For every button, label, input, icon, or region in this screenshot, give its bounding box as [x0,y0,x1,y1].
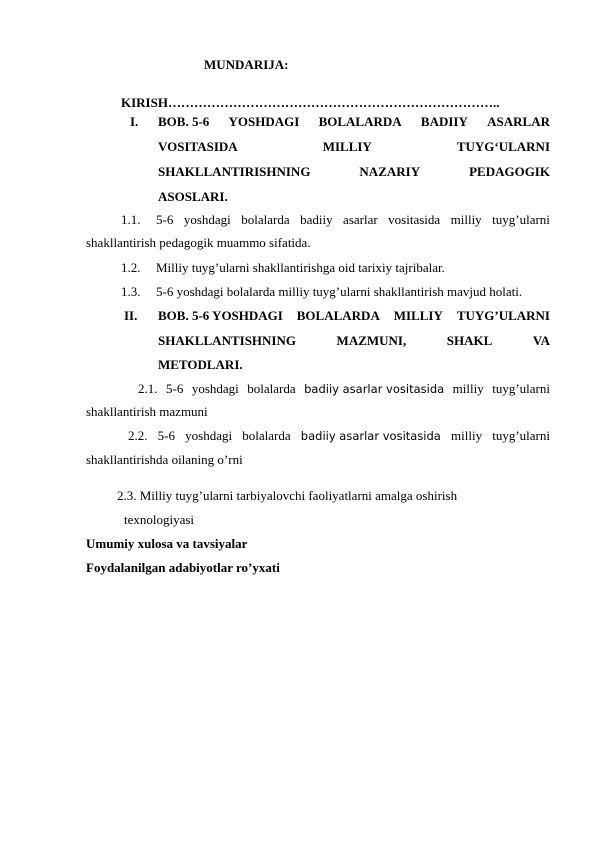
word: 2.1. [138,381,158,396]
word: BOLALARDA [318,114,402,129]
word: 5-6 [157,428,175,443]
word: MAZMUNI, [336,333,407,348]
word: yoshdagi [183,212,231,227]
word: PEDAGOGIK [469,164,550,179]
word: SHAKL [446,333,493,348]
section-2-3-line2[interactable]: texnologiyasi [124,512,195,527]
chapter1-title-line3[interactable] [158,164,550,180]
word: tuyg’ularni [492,381,550,396]
section-1-1-line1[interactable] [156,212,550,228]
word: MILLIY [322,139,372,154]
word: vositasida [388,212,441,227]
word: asarlar [343,212,378,227]
section-1-1-line2[interactable]: shakllantirish pedagogik muammo sifatida. [86,235,311,250]
word: yoshdagi [191,381,239,396]
word: BOB. 5-6 YOSHDAGI [158,308,283,323]
word: BADIIY [420,114,468,129]
word: bolalarda [247,381,296,396]
section-2-1-line1[interactable] [138,381,550,397]
word: 2.2. [128,428,148,443]
word: NAZARIY [359,164,421,179]
section-2-2-line1[interactable] [128,428,550,444]
word: BOLALARDA [296,308,380,323]
toc-title: MUNDARIJA: [204,57,289,72]
word: VA [532,333,550,348]
section-2-1-line2[interactable]: shakllantirish mazmuni [86,404,208,419]
chapter2-title-line2[interactable] [158,333,550,349]
chapter2-number: II. [124,308,138,323]
chapter1-title-line2[interactable] [158,139,550,155]
word: tuyg’ularni [492,212,550,227]
word: 5-6 [165,381,184,396]
word: bolalarda [242,428,291,443]
word: milliy [452,381,484,396]
word: TUYG’ULARNI [456,308,550,323]
word: VOSITASIDA [158,139,238,154]
section-1-1-number: 1.1. [121,212,141,227]
section-2-2-line2[interactable]: shakllantirishda oilaning o’rni [86,452,243,467]
word: bolalarda [241,212,290,227]
chapter2-title-line1[interactable] [158,308,550,324]
chapter1-title-line4[interactable]: ASOSLARI. [158,189,228,204]
toc-entry-conclusion[interactable]: Umumiy xulosa va tavsiyalar [86,536,248,551]
word: ASARLAR [487,114,550,129]
word: BOB. 5-6 [158,114,210,129]
word: TUYG‘ULARNI [456,139,550,154]
word: YOSHDAGI [228,114,300,129]
word: SHAKLLANTIRISHNING [158,164,311,179]
word: milliy [451,428,483,443]
section-1-3-number: 1.3. [121,284,141,299]
word: tuyg’ularni [492,428,550,443]
chapter1-number: I. [130,114,139,129]
word: MILLIY [393,308,443,323]
chapter2-title-line3[interactable]: METODLARI. [158,357,243,372]
word: 5-6 [156,212,174,227]
word: SHAKLLANTISHNING [158,333,296,348]
section-1-3-title[interactable]: 5-6 yoshdagi bolalarda milliy tuyg’ularni shakllantirish mavjud holati. [156,284,523,299]
word: milliy [450,212,482,227]
chapter1-title-line1[interactable] [158,114,550,130]
section-1-2-number: 1.2. [121,260,141,275]
phrase: badiiy asarlar vositasida [300,429,441,443]
section-2-3-line1[interactable]: 2.3. Milliy tuyg’ularni tarbiyalovchi faoliyatlarni amalga oshirish [117,488,458,503]
toc-entry-references[interactable]: Foydalanilgan adabiyotlar ro’yxati [86,560,280,575]
word: yoshdagi [185,428,233,443]
phrase: badiiy asarlar vositasida [304,382,445,396]
word: badiiy [300,212,333,227]
section-1-2-title[interactable]: Milliy tuyg’ularni shakllantirishga oid tarixiy tajribalar. [156,260,445,275]
toc-entry-intro[interactable]: KIRISH………………………………………………………………….. [121,95,500,110]
